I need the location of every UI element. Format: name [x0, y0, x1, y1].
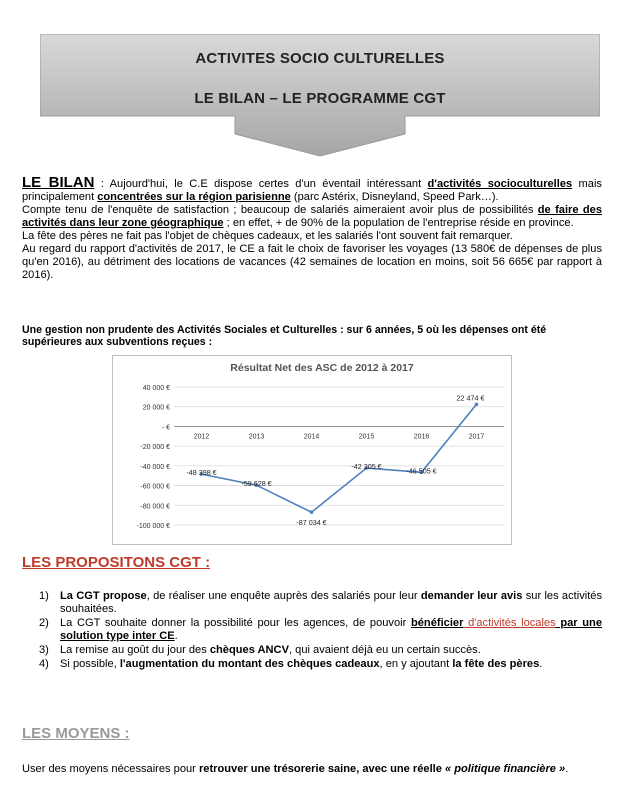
data-label: -42 205 €: [351, 462, 382, 472]
moyens-text: User des moyens nécessaires pour: [22, 763, 199, 775]
y-tick-label: -40 000 €: [140, 463, 170, 471]
item-text: Si possible,: [60, 658, 120, 670]
item-text: demander leur avis: [420, 590, 523, 602]
moyens-emphasis: « politique financière »: [441, 763, 566, 775]
data-label: -87 034 €: [296, 518, 327, 528]
bilan-text: : Aujourd'hui, le C.E dispose certes d'un éventail intéressant: [94, 178, 428, 190]
chart-svg: [112, 355, 512, 545]
item-text: La CGT souhaite donner la possibilité pour les agences, de pouvoir: [60, 617, 411, 629]
data-label: -59 628 €: [241, 479, 272, 489]
item-text: d'activités locales: [463, 617, 556, 629]
list-item: [22, 644, 602, 657]
banner-title-line2: LE BILAN – LE PROGRAMME CGT: [194, 90, 446, 107]
asc-result-chart: [112, 355, 512, 545]
y-tick-label: -20 000 €: [140, 444, 170, 452]
bilan-text: ; en effet, + de 90% de la population de l'entreprise réside en province.: [223, 217, 574, 229]
chart-title: Résultat Net des ASC de 2012 à 2017: [230, 362, 414, 374]
y-tick-label: - €: [161, 424, 170, 432]
title-banner: [40, 34, 600, 159]
x-tick-label: 2012: [193, 433, 210, 441]
bilan-section: [22, 176, 602, 282]
bilan-emphasis: d'activités socioculturelles: [427, 178, 573, 190]
list-item: [22, 617, 602, 643]
data-label: -48 398 €: [186, 468, 217, 478]
bilan-paragraph-4: Au regard du rapport d'activités de 2017, le CE a fait le choix de favoriser les voyages (13 580€ de dépenses de plus qu'en 2016), au détriment des locations de vacances (42 semaines de location en moins, soit 56 665€ par rapport à 2016).: [22, 243, 602, 281]
x-tick-label: 2016: [413, 433, 430, 441]
item-text: bénéficier: [410, 617, 464, 629]
y-tick-label: -80 000 €: [140, 503, 170, 511]
moyens-heading: LES MOYENS :: [22, 725, 130, 742]
moyens-paragraph: [22, 763, 602, 776]
list-number: 3): [39, 644, 49, 656]
y-tick-label: -60 000 €: [140, 483, 170, 491]
data-label: 22 474 €: [456, 393, 485, 403]
x-tick-label: 2014: [303, 433, 320, 441]
chart-frame: [113, 356, 512, 545]
item-text: par une solution type inter CE: [60, 617, 602, 642]
bilan-paragraph-3: La fête des pères ne fait pas l'objet de chèques cadeaux, et les salariés l'ont souvent fait remarquer.: [22, 230, 513, 242]
banner-title-line1: ACTIVITES SOCIO CULTURELLES: [195, 50, 445, 67]
bilan-text: Compte tenu de l'enquête de satisfaction ; beaucoup de salariés aimeraient avoir plus de possibilités: [22, 204, 538, 216]
list-number: 2): [39, 617, 49, 629]
propositions-heading: LES PROPOSITONS CGT :: [22, 554, 211, 571]
bilan-paragraph-2: [22, 204, 602, 230]
list-number: 1): [39, 590, 49, 602]
item-text: La CGT propose: [60, 590, 147, 602]
bilan-text: (parc Astérix, Disneyland, Speed Park…).: [290, 191, 499, 203]
moyens-text: .: [565, 763, 569, 775]
item-text: .: [539, 658, 543, 670]
y-tick-label: 20 000 €: [142, 404, 170, 412]
item-text: , qui avaient déjà eu un certain succès.: [288, 644, 481, 656]
item-text: chèques ANCV: [209, 644, 289, 656]
data-point: [310, 510, 314, 514]
x-tick-label: 2015: [358, 433, 375, 441]
item-text: l'augmentation du montant des chèques cadeaux: [119, 658, 380, 670]
propositions-list: [22, 590, 602, 672]
item-text: , en y ajoutant: [379, 658, 453, 670]
data-point: [475, 402, 479, 406]
bilan-emphasis: concentrées sur la région parisienne: [97, 191, 291, 203]
moyens-emphasis: retrouver une trésorerie saine, avec une réelle: [198, 763, 442, 775]
x-tick-label: 2013: [248, 433, 265, 441]
y-tick-label: 40 000 €: [142, 385, 170, 392]
y-tick-label: -100 000 €: [136, 523, 170, 530]
bilan-label: LE BILAN: [22, 174, 95, 191]
bilan-paragraph-1: [22, 176, 602, 204]
bilan-emphasis: de faire des activités dans leur zone géographique: [22, 204, 602, 229]
item-text: .: [174, 630, 178, 642]
x-tick-label: 2017: [468, 433, 485, 441]
list-item: [22, 590, 602, 616]
item-text: , de réaliser une enquête auprès des salariés pour leur: [146, 590, 421, 602]
item-text: La remise au goût du jour des: [60, 644, 210, 656]
asc-warning-note: Une gestion non prudente des Activités Sociales et Culturelles : sur 6 années, 5 où les dépenses ont été supérieures aux subventions reçues :: [22, 324, 547, 348]
data-label: -46 505 €: [406, 466, 437, 476]
list-item: [22, 658, 602, 671]
list-number: 4): [39, 658, 49, 670]
bilan-text: mais principalement: [22, 178, 602, 203]
item-text: sur les activités souhaitées.: [60, 590, 603, 615]
item-text: la fête des pères: [452, 658, 540, 670]
